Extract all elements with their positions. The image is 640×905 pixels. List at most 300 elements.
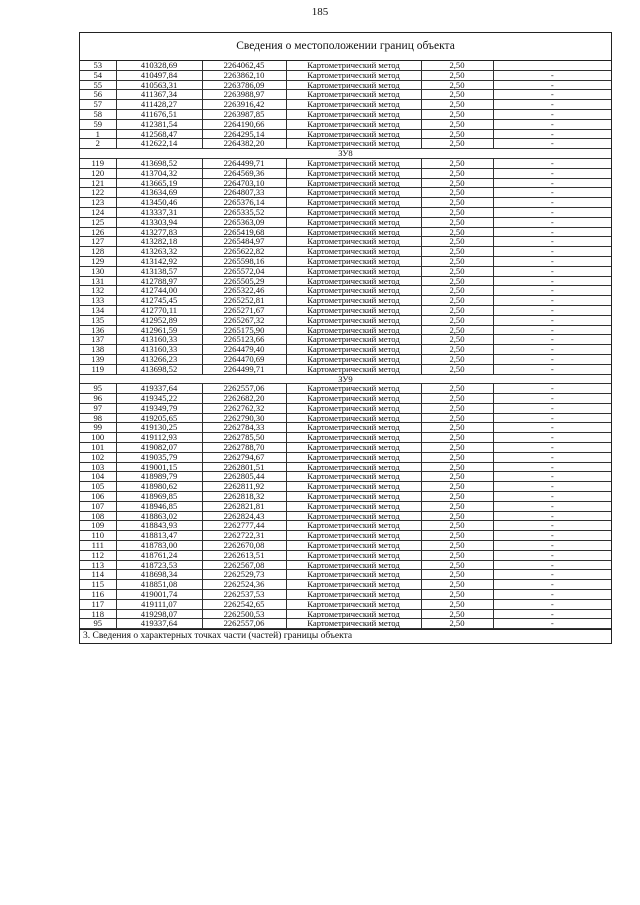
description-cell: - bbox=[493, 531, 611, 541]
accuracy-cell: 2,50 bbox=[421, 296, 493, 306]
y-coordinate-cell: 2265505,29 bbox=[202, 276, 286, 286]
accuracy-cell: 2,50 bbox=[421, 482, 493, 492]
table-row bbox=[80, 178, 611, 188]
y-coordinate-cell: 2264470,69 bbox=[202, 354, 286, 364]
method-cell: Картометрический метод bbox=[286, 511, 421, 521]
method-cell: Картометрический метод bbox=[286, 227, 421, 237]
method-cell: Картометрический метод bbox=[286, 100, 421, 110]
x-coordinate-cell: 413303,94 bbox=[116, 217, 202, 227]
method-cell: Картометрический метод bbox=[286, 541, 421, 551]
point-number-cell: 53 bbox=[80, 61, 116, 70]
table-row bbox=[80, 443, 611, 453]
description-cell: - bbox=[493, 560, 611, 570]
y-coordinate-cell: 2265376,14 bbox=[202, 198, 286, 208]
accuracy-cell: 2,50 bbox=[421, 364, 493, 374]
point-number-cell: 101 bbox=[80, 443, 116, 453]
description-cell: - bbox=[493, 541, 611, 551]
y-coordinate-cell: 2263916,42 bbox=[202, 100, 286, 110]
point-number-cell: 136 bbox=[80, 325, 116, 335]
y-coordinate-cell: 2262542,65 bbox=[202, 599, 286, 609]
description-cell: - bbox=[493, 570, 611, 580]
point-number-cell: 137 bbox=[80, 335, 116, 345]
description-cell: - bbox=[493, 80, 611, 90]
point-number-cell: 127 bbox=[80, 237, 116, 247]
description-cell: - bbox=[493, 521, 611, 531]
point-number-cell: 128 bbox=[80, 247, 116, 257]
accuracy-cell: 2,50 bbox=[421, 315, 493, 325]
description-cell: - bbox=[493, 90, 611, 100]
y-coordinate-cell: 2262801,51 bbox=[202, 462, 286, 472]
y-coordinate-cell: 2265622,82 bbox=[202, 247, 286, 257]
table-row bbox=[80, 413, 611, 423]
x-coordinate-cell: 413698,52 bbox=[116, 158, 202, 168]
point-number-cell: 122 bbox=[80, 188, 116, 198]
y-coordinate-cell: 2265363,09 bbox=[202, 217, 286, 227]
accuracy-cell: 2,50 bbox=[421, 443, 493, 453]
x-coordinate-cell: 413142,92 bbox=[116, 256, 202, 266]
accuracy-cell: 2,50 bbox=[421, 119, 493, 129]
table-row bbox=[80, 541, 611, 551]
accuracy-cell: 2,50 bbox=[421, 580, 493, 590]
x-coordinate-cell: 412622,14 bbox=[116, 139, 202, 149]
point-number-cell: 119 bbox=[80, 364, 116, 374]
point-number-cell: 104 bbox=[80, 472, 116, 482]
accuracy-cell: 2,50 bbox=[421, 217, 493, 227]
description-cell: - bbox=[493, 501, 611, 511]
table-row bbox=[80, 158, 611, 168]
table-title: Сведения о местоположении границ объекта bbox=[80, 33, 611, 61]
table-row bbox=[80, 237, 611, 247]
x-coordinate-cell: 412788,97 bbox=[116, 276, 202, 286]
x-coordinate-cell: 418969,85 bbox=[116, 492, 202, 502]
description-cell: - bbox=[493, 482, 611, 492]
x-coordinate-cell: 419349,79 bbox=[116, 403, 202, 413]
x-coordinate-cell: 418761,24 bbox=[116, 550, 202, 560]
point-number-cell: 2 bbox=[80, 139, 116, 149]
accuracy-cell: 2,50 bbox=[421, 139, 493, 149]
table-row bbox=[80, 70, 611, 80]
x-coordinate-cell: 412744,00 bbox=[116, 286, 202, 296]
description-cell: - bbox=[493, 227, 611, 237]
section-3-heading: 3. Сведения о характерных точках части (частей) границы объекта bbox=[80, 629, 611, 643]
accuracy-cell: 2,50 bbox=[421, 492, 493, 502]
accuracy-cell: 2,50 bbox=[421, 541, 493, 551]
y-coordinate-cell: 2264499,71 bbox=[202, 364, 286, 374]
accuracy-cell: 2,50 bbox=[421, 403, 493, 413]
point-number-cell: 123 bbox=[80, 198, 116, 208]
accuracy-cell: 2,50 bbox=[421, 178, 493, 188]
table-row bbox=[80, 423, 611, 433]
description-cell: - bbox=[493, 119, 611, 129]
accuracy-cell: 2,50 bbox=[421, 609, 493, 619]
accuracy-cell: 2,50 bbox=[421, 521, 493, 531]
table-row bbox=[80, 207, 611, 217]
accuracy-cell: 2,50 bbox=[421, 266, 493, 276]
y-coordinate-cell: 2262537,53 bbox=[202, 590, 286, 600]
table-row bbox=[80, 305, 611, 315]
x-coordinate-cell: 413266,23 bbox=[116, 354, 202, 364]
x-coordinate-cell: 410563,31 bbox=[116, 80, 202, 90]
description-cell: - bbox=[493, 433, 611, 443]
description-cell: - bbox=[493, 354, 611, 364]
x-coordinate-cell: 412770,11 bbox=[116, 305, 202, 315]
y-coordinate-cell: 2262524,36 bbox=[202, 580, 286, 590]
method-cell: Картометрический метод bbox=[286, 119, 421, 129]
point-number-cell: 114 bbox=[80, 570, 116, 580]
x-coordinate-cell: 418723,53 bbox=[116, 560, 202, 570]
point-number-cell: 54 bbox=[80, 70, 116, 80]
x-coordinate-cell: 418980,62 bbox=[116, 482, 202, 492]
description-cell: - bbox=[493, 178, 611, 188]
description-cell: - bbox=[493, 217, 611, 227]
table-row bbox=[80, 296, 611, 306]
table-row bbox=[80, 266, 611, 276]
accuracy-cell: 2,50 bbox=[421, 276, 493, 286]
y-coordinate-cell: 2262821,81 bbox=[202, 501, 286, 511]
accuracy-cell: 2,50 bbox=[421, 619, 493, 629]
method-cell: Картометрический метод bbox=[286, 139, 421, 149]
x-coordinate-cell: 413665,19 bbox=[116, 178, 202, 188]
method-cell: Картометрический метод bbox=[286, 492, 421, 502]
description-cell: - bbox=[493, 256, 611, 266]
x-coordinate-cell: 418946,85 bbox=[116, 501, 202, 511]
y-coordinate-cell: 2262818,32 bbox=[202, 492, 286, 502]
point-number-cell: 58 bbox=[80, 109, 116, 119]
accuracy-cell: 2,50 bbox=[421, 570, 493, 580]
point-number-cell: 95 bbox=[80, 619, 116, 629]
method-cell: Картометрический метод bbox=[286, 394, 421, 404]
description-cell bbox=[493, 61, 611, 70]
point-number-cell: 100 bbox=[80, 433, 116, 443]
y-coordinate-cell: 2265175,90 bbox=[202, 325, 286, 335]
point-number-cell: 119 bbox=[80, 158, 116, 168]
table-row bbox=[80, 256, 611, 266]
description-cell: - bbox=[493, 384, 611, 394]
table-row bbox=[80, 394, 611, 404]
method-cell: Картометрический метод bbox=[286, 403, 421, 413]
x-coordinate-cell: 413704,32 bbox=[116, 168, 202, 178]
method-cell: Картометрический метод bbox=[286, 619, 421, 629]
description-cell: - bbox=[493, 168, 611, 178]
method-cell: Картометрический метод bbox=[286, 462, 421, 472]
point-number-cell: 126 bbox=[80, 227, 116, 237]
method-cell: Картометрический метод bbox=[286, 168, 421, 178]
x-coordinate-cell: 419337,64 bbox=[116, 384, 202, 394]
accuracy-cell: 2,50 bbox=[421, 531, 493, 541]
x-coordinate-cell: 413160,33 bbox=[116, 345, 202, 355]
description-cell: - bbox=[493, 619, 611, 629]
description-cell: - bbox=[493, 599, 611, 609]
y-coordinate-cell: 2262785,50 bbox=[202, 433, 286, 443]
accuracy-cell: 2,50 bbox=[421, 501, 493, 511]
point-number-cell: 1 bbox=[80, 129, 116, 139]
method-cell: Картометрический метод bbox=[286, 237, 421, 247]
method-cell: Картометрический метод bbox=[286, 188, 421, 198]
description-cell: - bbox=[493, 158, 611, 168]
method-cell: Картометрический метод bbox=[286, 335, 421, 345]
x-coordinate-cell: 411367,34 bbox=[116, 90, 202, 100]
point-number-cell: 102 bbox=[80, 452, 116, 462]
method-cell: Картометрический метод bbox=[286, 531, 421, 541]
x-coordinate-cell: 413138,57 bbox=[116, 266, 202, 276]
x-coordinate-cell: 419298,07 bbox=[116, 609, 202, 619]
description-cell: - bbox=[493, 237, 611, 247]
table-row bbox=[80, 354, 611, 364]
point-number-cell: 113 bbox=[80, 560, 116, 570]
method-cell: Картометрический метод bbox=[286, 129, 421, 139]
table-row bbox=[80, 482, 611, 492]
accuracy-cell: 2,50 bbox=[421, 433, 493, 443]
y-coordinate-cell: 2264499,71 bbox=[202, 158, 286, 168]
x-coordinate-cell: 419130,25 bbox=[116, 423, 202, 433]
point-number-cell: 133 bbox=[80, 296, 116, 306]
accuracy-cell: 2,50 bbox=[421, 90, 493, 100]
boundary-table-frame bbox=[79, 32, 612, 644]
table-row bbox=[80, 619, 611, 629]
description-cell: - bbox=[493, 129, 611, 139]
table-row bbox=[80, 609, 611, 619]
section-row bbox=[80, 149, 611, 159]
accuracy-cell: 2,50 bbox=[421, 590, 493, 600]
accuracy-cell: 2,50 bbox=[421, 198, 493, 208]
y-coordinate-cell: 2264569,36 bbox=[202, 168, 286, 178]
x-coordinate-cell: 418783,00 bbox=[116, 541, 202, 551]
accuracy-cell: 2,50 bbox=[421, 384, 493, 394]
y-coordinate-cell: 2264703,10 bbox=[202, 178, 286, 188]
y-coordinate-cell: 2262567,08 bbox=[202, 560, 286, 570]
x-coordinate-cell: 419001,15 bbox=[116, 462, 202, 472]
y-coordinate-cell: 2265335,52 bbox=[202, 207, 286, 217]
y-coordinate-cell: 2262500,53 bbox=[202, 609, 286, 619]
method-cell: Картометрический метод bbox=[286, 315, 421, 325]
description-cell: - bbox=[493, 207, 611, 217]
accuracy-cell: 2,50 bbox=[421, 423, 493, 433]
accuracy-cell: 2,50 bbox=[421, 472, 493, 482]
y-coordinate-cell: 2265123,66 bbox=[202, 335, 286, 345]
description-cell: - bbox=[493, 305, 611, 315]
y-coordinate-cell: 2264807,33 bbox=[202, 188, 286, 198]
description-cell: - bbox=[493, 70, 611, 80]
description-cell: - bbox=[493, 188, 611, 198]
y-coordinate-cell: 2262811,92 bbox=[202, 482, 286, 492]
accuracy-cell: 2,50 bbox=[421, 286, 493, 296]
table-row bbox=[80, 501, 611, 511]
table-row bbox=[80, 100, 611, 110]
description-cell: - bbox=[493, 315, 611, 325]
method-cell: Картометрический метод bbox=[286, 276, 421, 286]
method-cell: Картометрический метод bbox=[286, 354, 421, 364]
table-row bbox=[80, 217, 611, 227]
x-coordinate-cell: 419337,64 bbox=[116, 619, 202, 629]
method-cell: Картометрический метод bbox=[286, 501, 421, 511]
y-coordinate-cell: 2265322,46 bbox=[202, 286, 286, 296]
method-cell: Картометрический метод bbox=[286, 384, 421, 394]
accuracy-cell: 2,50 bbox=[421, 550, 493, 560]
x-coordinate-cell: 418843,93 bbox=[116, 521, 202, 531]
point-number-cell: 107 bbox=[80, 501, 116, 511]
point-number-cell: 111 bbox=[80, 541, 116, 551]
point-number-cell: 103 bbox=[80, 462, 116, 472]
accuracy-cell: 2,50 bbox=[421, 207, 493, 217]
point-number-cell: 98 bbox=[80, 413, 116, 423]
x-coordinate-cell: 411676,51 bbox=[116, 109, 202, 119]
table-row bbox=[80, 129, 611, 139]
accuracy-cell: 2,50 bbox=[421, 335, 493, 345]
description-cell: - bbox=[493, 335, 611, 345]
y-coordinate-cell: 2262557,06 bbox=[202, 619, 286, 629]
table-row bbox=[80, 492, 611, 502]
y-coordinate-cell: 2264382,20 bbox=[202, 139, 286, 149]
table-row bbox=[80, 315, 611, 325]
accuracy-cell: 2,50 bbox=[421, 599, 493, 609]
point-number-cell: 135 bbox=[80, 315, 116, 325]
method-cell: Картометрический метод bbox=[286, 452, 421, 462]
section-row bbox=[80, 374, 611, 384]
table-row bbox=[80, 560, 611, 570]
method-cell: Картометрический метод bbox=[286, 590, 421, 600]
accuracy-cell: 2,50 bbox=[421, 511, 493, 521]
method-cell: Картометрический метод bbox=[286, 90, 421, 100]
method-cell: Картометрический метод bbox=[286, 70, 421, 80]
accuracy-cell: 2,50 bbox=[421, 256, 493, 266]
y-coordinate-cell: 2263988,97 bbox=[202, 90, 286, 100]
description-cell: - bbox=[493, 286, 611, 296]
description-cell: - bbox=[493, 364, 611, 374]
table-row bbox=[80, 531, 611, 541]
table-row bbox=[80, 188, 611, 198]
table-row bbox=[80, 384, 611, 394]
table-row bbox=[80, 433, 611, 443]
y-coordinate-cell: 2264295,14 bbox=[202, 129, 286, 139]
description-cell: - bbox=[493, 325, 611, 335]
table-row bbox=[80, 139, 611, 149]
description-cell: - bbox=[493, 472, 611, 482]
x-coordinate-cell: 413450,46 bbox=[116, 198, 202, 208]
x-coordinate-cell: 413698,52 bbox=[116, 364, 202, 374]
x-coordinate-cell: 410497,84 bbox=[116, 70, 202, 80]
table-row bbox=[80, 580, 611, 590]
description-cell: - bbox=[493, 492, 611, 502]
method-cell: Картометрический метод bbox=[286, 345, 421, 355]
x-coordinate-cell: 419001,74 bbox=[116, 590, 202, 600]
table-row bbox=[80, 599, 611, 609]
method-cell: Картометрический метод bbox=[286, 609, 421, 619]
y-coordinate-cell: 2262788,70 bbox=[202, 443, 286, 453]
method-cell: Картометрический метод bbox=[286, 247, 421, 257]
accuracy-cell: 2,50 bbox=[421, 227, 493, 237]
method-cell: Картометрический метод bbox=[286, 599, 421, 609]
method-cell: Картометрический метод bbox=[286, 550, 421, 560]
table-row bbox=[80, 452, 611, 462]
x-coordinate-cell: 412381,54 bbox=[116, 119, 202, 129]
x-coordinate-cell: 419035,79 bbox=[116, 452, 202, 462]
accuracy-cell: 2,50 bbox=[421, 237, 493, 247]
x-coordinate-cell: 413277,83 bbox=[116, 227, 202, 237]
point-number-cell: 116 bbox=[80, 590, 116, 600]
table-row bbox=[80, 511, 611, 521]
accuracy-cell: 2,50 bbox=[421, 188, 493, 198]
method-cell: Картометрический метод bbox=[286, 178, 421, 188]
table-row bbox=[80, 472, 611, 482]
section-label: ЗУ9 bbox=[80, 374, 611, 384]
point-number-cell: 129 bbox=[80, 256, 116, 266]
point-number-cell: 96 bbox=[80, 394, 116, 404]
accuracy-cell: 2,50 bbox=[421, 305, 493, 315]
point-number-cell: 115 bbox=[80, 580, 116, 590]
point-number-cell: 99 bbox=[80, 423, 116, 433]
description-cell: - bbox=[493, 511, 611, 521]
table-row bbox=[80, 227, 611, 237]
y-coordinate-cell: 2262805,44 bbox=[202, 472, 286, 482]
accuracy-cell: 2,50 bbox=[421, 100, 493, 110]
table-row bbox=[80, 325, 611, 335]
y-coordinate-cell: 2262557,06 bbox=[202, 384, 286, 394]
y-coordinate-cell: 2265419,68 bbox=[202, 227, 286, 237]
method-cell: Картометрический метод bbox=[286, 286, 421, 296]
point-number-cell: 124 bbox=[80, 207, 116, 217]
point-number-cell: 110 bbox=[80, 531, 116, 541]
point-number-cell: 55 bbox=[80, 80, 116, 90]
description-cell: - bbox=[493, 345, 611, 355]
y-coordinate-cell: 2262722,31 bbox=[202, 531, 286, 541]
method-cell: Картометрический метод bbox=[286, 266, 421, 276]
description-cell: - bbox=[493, 580, 611, 590]
y-coordinate-cell: 2265271,67 bbox=[202, 305, 286, 315]
description-cell: - bbox=[493, 609, 611, 619]
description-cell: - bbox=[493, 139, 611, 149]
x-coordinate-cell: 410328,69 bbox=[116, 61, 202, 70]
x-coordinate-cell: 419111,07 bbox=[116, 599, 202, 609]
y-coordinate-cell: 2262670,08 bbox=[202, 541, 286, 551]
y-coordinate-cell: 2263862,10 bbox=[202, 70, 286, 80]
method-cell: Картометрический метод bbox=[286, 80, 421, 90]
point-number-cell: 118 bbox=[80, 609, 116, 619]
accuracy-cell: 2,50 bbox=[421, 61, 493, 70]
method-cell: Картометрический метод bbox=[286, 364, 421, 374]
accuracy-cell: 2,50 bbox=[421, 168, 493, 178]
y-coordinate-cell: 2262790,30 bbox=[202, 413, 286, 423]
method-cell: Картометрический метод bbox=[286, 472, 421, 482]
y-coordinate-cell: 2262762,32 bbox=[202, 403, 286, 413]
point-number-cell: 117 bbox=[80, 599, 116, 609]
description-cell: - bbox=[493, 462, 611, 472]
accuracy-cell: 2,50 bbox=[421, 462, 493, 472]
accuracy-cell: 2,50 bbox=[421, 129, 493, 139]
method-cell: Картометрический метод bbox=[286, 217, 421, 227]
y-coordinate-cell: 2265267,32 bbox=[202, 315, 286, 325]
table-row bbox=[80, 198, 611, 208]
description-cell: - bbox=[493, 550, 611, 560]
point-number-cell: 139 bbox=[80, 354, 116, 364]
method-cell: Картометрический метод bbox=[286, 482, 421, 492]
accuracy-cell: 2,50 bbox=[421, 158, 493, 168]
y-coordinate-cell: 2265484,97 bbox=[202, 237, 286, 247]
x-coordinate-cell: 413282,18 bbox=[116, 237, 202, 247]
method-cell: Картометрический метод bbox=[286, 109, 421, 119]
table-row bbox=[80, 168, 611, 178]
table-row bbox=[80, 345, 611, 355]
table-row bbox=[80, 286, 611, 296]
point-number-cell: 125 bbox=[80, 217, 116, 227]
y-coordinate-cell: 2262613,51 bbox=[202, 550, 286, 560]
method-cell: Картометрический метод bbox=[286, 325, 421, 335]
y-coordinate-cell: 2262682,20 bbox=[202, 394, 286, 404]
x-coordinate-cell: 413337,31 bbox=[116, 207, 202, 217]
table-row bbox=[80, 247, 611, 257]
description-cell: - bbox=[493, 266, 611, 276]
accuracy-cell: 2,50 bbox=[421, 70, 493, 80]
method-cell: Картометрический метод bbox=[286, 521, 421, 531]
